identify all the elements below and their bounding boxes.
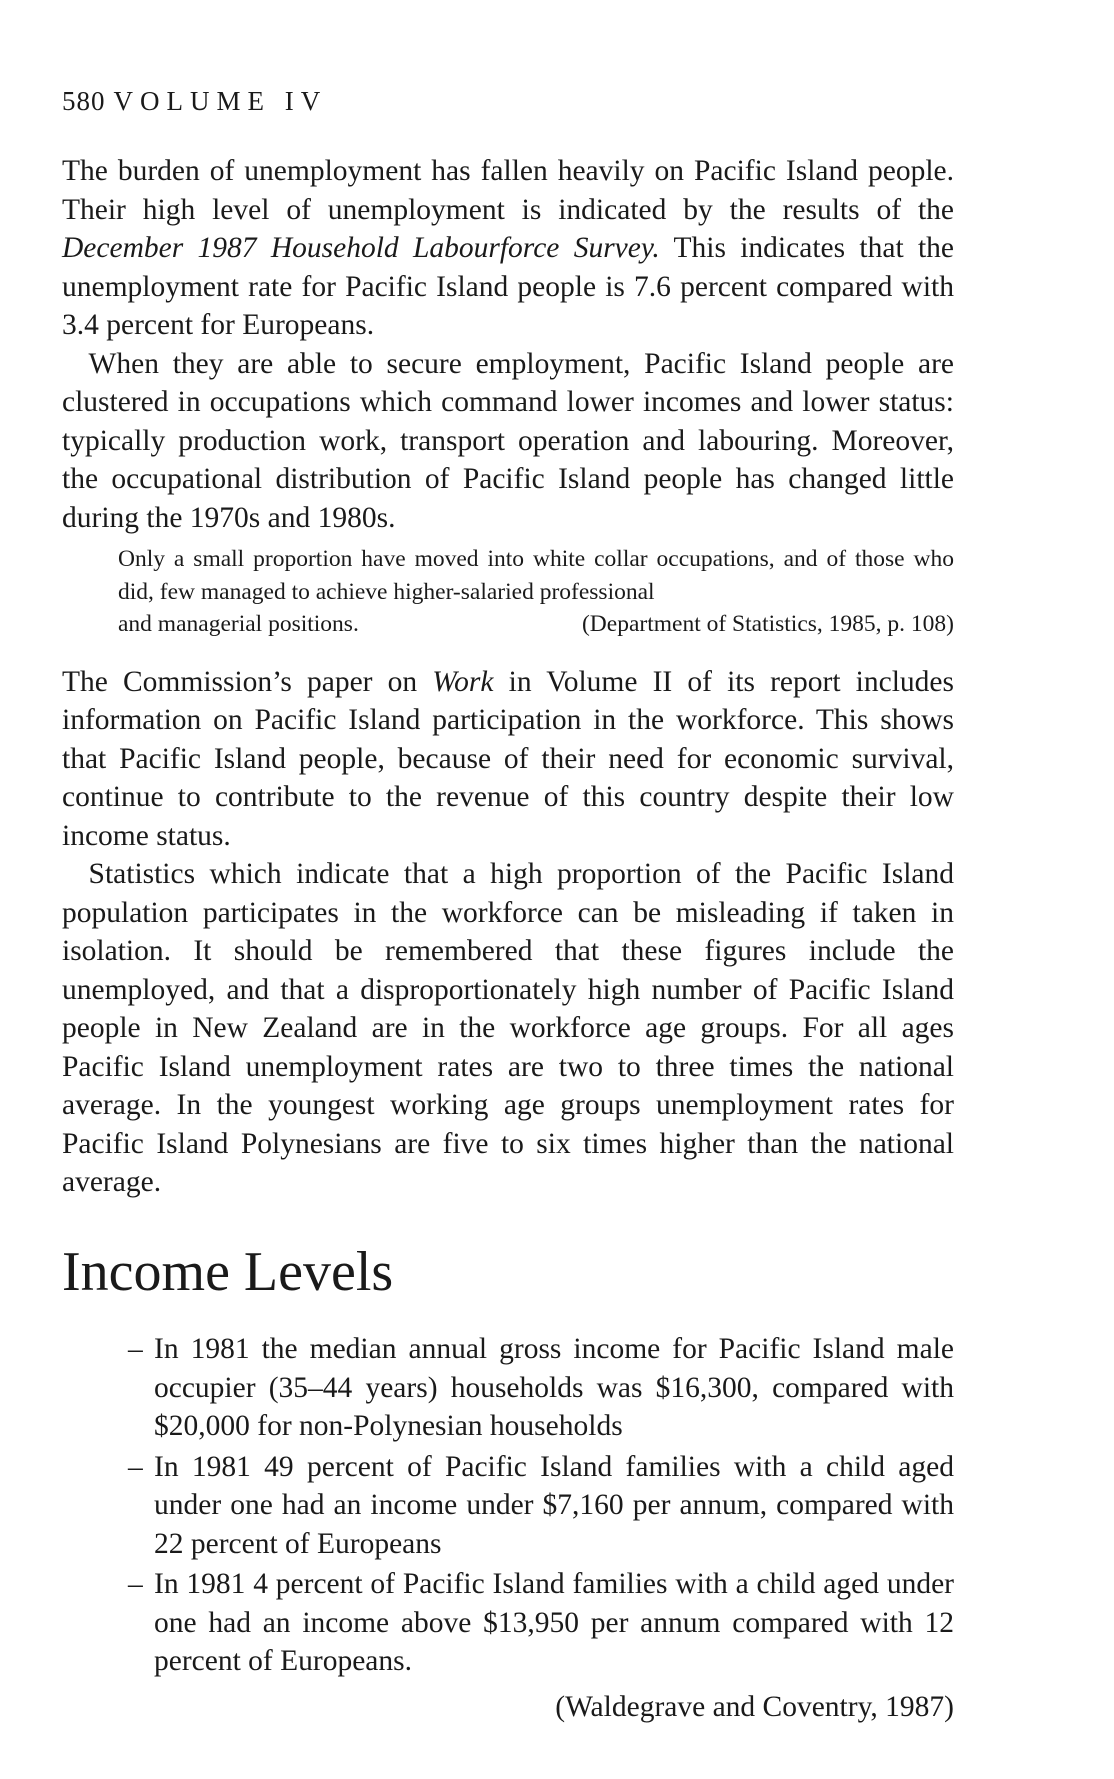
bullet-dash: – [128,1450,143,1483]
list-item-text: In 1981 49 percent of Pacific Island families with a child aged under one had an income under $7,160 per annum, compared with 22 percent of Europeans [154,1450,954,1560]
paragraph-statistics: Statistics which indicate that a high proportion of the Pacific Island population participates in the workforce can be misleading if taken in isolation. It should be remembered that these figures include the unemployed, and that a disproportionately high number of Pacific Island people in New Zealand are in the workforce age groups. For all ages Pacific Island unemployment rates are two to three times the national average. In the youngest working age groups unemployment rates for Pacific Island Polynesians are five to six times higher than the national average. [62,858,954,1198]
bullet-dash: – [128,1568,143,1600]
list-item [128,1330,954,1446]
list-item [128,1565,954,1681]
citation: (Waldegrave and Coventry, 1987) [555,1691,954,1723]
running-header [62,86,327,117]
spacer [62,641,954,663]
section-heading: Income Levels [62,1241,394,1303]
volume-label: VOLUME IV [113,86,328,116]
quote-last-text: and managerial positions. [118,611,359,637]
body-text [62,152,954,1202]
paper-title: Work [432,665,494,698]
paragraph-text: This indicates that the unemployment rate for Pacific Island people is 7.6 percent compared with 3.4 percent for Europeans. [62,232,954,341]
income-bullet-list [128,1330,954,1683]
paragraph-text: in Volume II of its report includes information on Pacific Island participation in the workforce. This shows that Pacific Island people, because of their need for economic survival, continue to contribute to the revenue of this country despite their low income status. [62,665,954,852]
list-item-text: In 1981 the median annual gross income for Pacific Island male occupier (35–44 years) households was $16,300, compared with $20,000 for non-Polynesian households [154,1333,954,1442]
quote-text: Only a small proportion have moved into white collar occupations, and of those who did, few managed to achieve higher-salaried professional [118,546,954,605]
paragraph-text: The burden of unemployment has fallen heavily on Pacific Island people. Their high level of unemployment is indicated by the results of the [62,155,954,226]
bullet-dash: – [128,1333,143,1365]
paragraph-commission [62,663,954,856]
paragraph-text: The Commission’s paper on [62,665,433,698]
list-item [128,1448,954,1564]
quote-last-line [118,608,954,641]
paragraph-occupations: When they are able to secure employment, Pacific Island people are clustered in occupations which command lower incomes and lower status: typically production work, transport operation and labouring. Moreover, the occupational distribution of Pacific Island people has changed little during the 1970s and 1980s. [62,347,954,534]
paragraph-unemployment [62,152,954,345]
page-number: 580 [62,86,106,116]
survey-title: December 1987 Household Labourforce Survey. [62,232,660,264]
block-quote [118,543,954,641]
list-item-text: In 1981 4 percent of Pacific Island families with a child aged under one had an income above $13,950 per annum compared with 12 percent of Europeans. [154,1568,954,1677]
quote-source: (Department of Statistics, 1985, p. 108) [581,611,954,637]
